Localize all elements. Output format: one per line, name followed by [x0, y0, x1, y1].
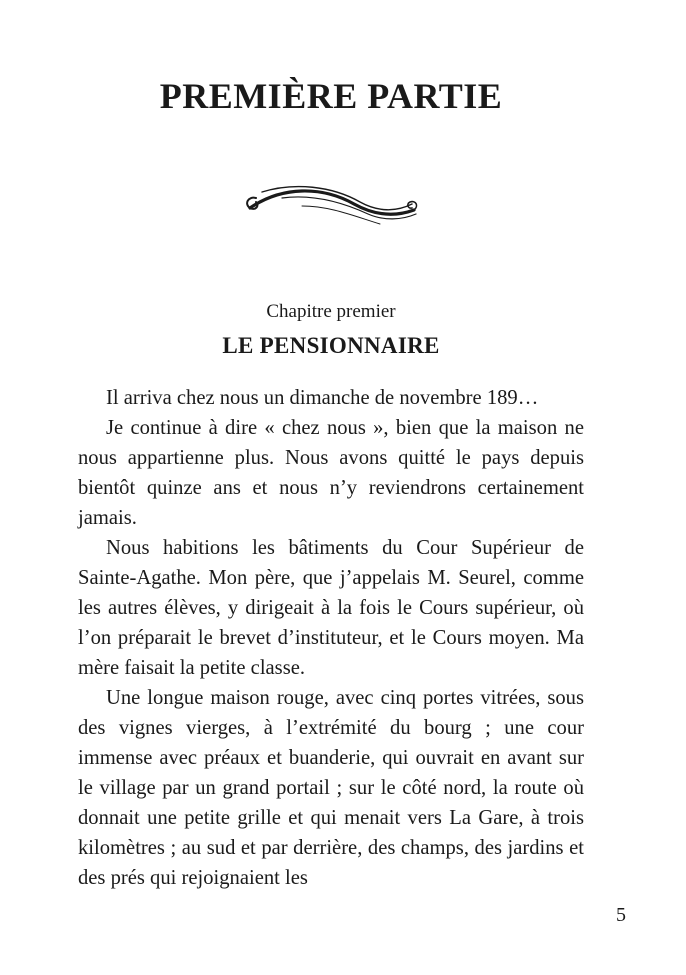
page-number: 5: [616, 904, 626, 926]
paragraph: Nous habitions les bâtiments du Cour Supérieur de Sainte-Agathe. Mon père, que j’appelais M. Seurel, comme les autres élèves, y dirigeait à la fois le Cours supérieur, où l’on préparait le brevet d’instituteur, et le Cours moyen. Ma mère faisait la petite classe.: [78, 537, 584, 679]
chapter-label: Chapitre premier: [266, 301, 396, 322]
paragraph: Il arriva chez nous un dimanche de novembre 189…: [106, 387, 539, 409]
paragraph: Je continue à dire « chez nous », bien que la maison ne nous appartienne plus. Nous avons quitté le pays depuis bientôt quinze ans et nous n’y reviendrons certainement jamais.: [78, 417, 584, 529]
chapter-title: LE PENSIONNAIRE: [222, 333, 440, 358]
flourish-ornament-icon: [242, 180, 420, 230]
body-text: [78, 383, 584, 893]
paragraph: Une longue maison rouge, avec cinq portes vitrées, sous des vignes vierges, à l’extrémité du bourg ; une cour immense avec préaux et buanderie, qui ouvrait en avant sur le village par un grand portail ; sur le côté nord, la route où donnait une petite grille et qui menait vers La Gare, à trois kilomètres ; au sud et par derrière, des champs, des jardins et des prés qui rejoignaient les: [78, 687, 584, 889]
part-title: PREMIÈRE PARTIE: [159, 76, 503, 116]
